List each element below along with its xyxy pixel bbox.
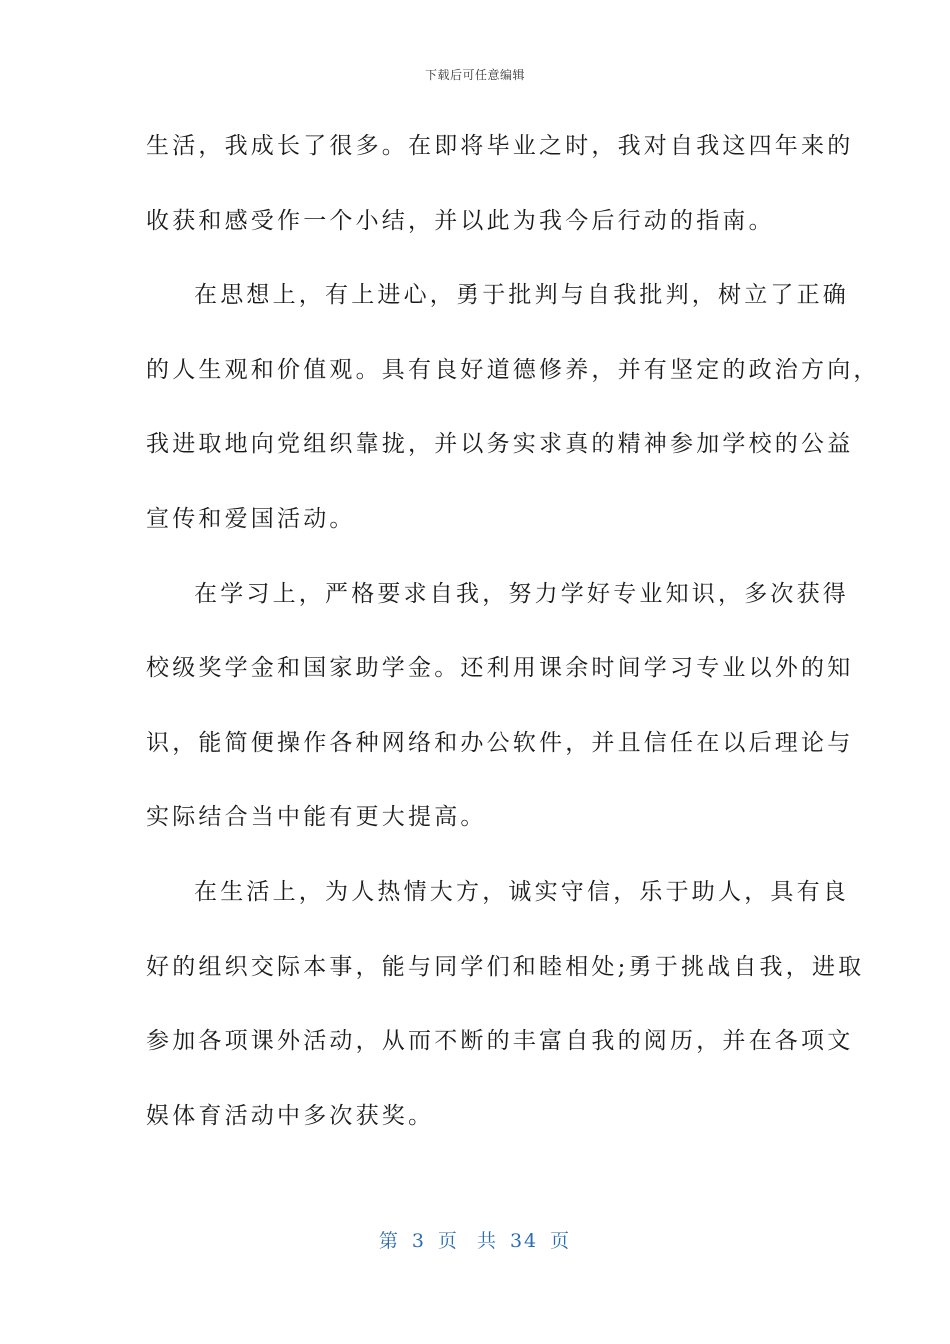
page-number-footer bbox=[0, 1226, 950, 1253]
footer-middle: 页 共 bbox=[437, 1230, 498, 1252]
paragraph-line: 好的组织交际本事，能与同学们和睦相处;勇于挑战自我，进取 bbox=[146, 953, 865, 980]
paragraph-line: 宣传和爱国活动。 bbox=[146, 505, 356, 532]
paragraph-line: 的人生观和价值观。具有良好道德修养，并有坚定的政治方向， bbox=[146, 356, 880, 383]
current-page-number: 3 bbox=[411, 1230, 426, 1252]
paragraph-line: 在生活上，为人热情大方，诚实守信，乐于助人，具有良 bbox=[194, 878, 849, 905]
total-pages-number: 34 bbox=[509, 1230, 539, 1252]
paragraph-line: 在学习上，严格要求自我，努力学好专业知识，多次获得 bbox=[194, 580, 849, 607]
paragraph-line: 在思想上，有上进心，勇于批判与自我批判，树立了正确 bbox=[194, 282, 849, 309]
paragraph-line: 生活，我成长了很多。在即将毕业之时，我对自我这四年来的 bbox=[146, 133, 854, 159]
paragraph-line: 参加各项课外活动，从而不断的丰富自我的阅历，并在各项文 bbox=[146, 1028, 854, 1055]
paragraph-line: 我进取地向党组织靠拢，并以务实求真的精神参加学校的公益 bbox=[146, 431, 854, 458]
paragraph-line: 实际结合当中能有更大提高。 bbox=[146, 804, 487, 831]
footer-prefix: 第 bbox=[378, 1230, 400, 1252]
download-note: 下载后可任意编辑 bbox=[424, 68, 525, 82]
paragraph-line: 识，能简便操作各种网络和办公软件，并且信任在以后理论与 bbox=[146, 729, 854, 756]
document-body bbox=[146, 128, 880, 1172]
paragraph-line: 娱体育活动中多次获奖。 bbox=[146, 1102, 435, 1129]
paragraph-line: 校级奖学金和国家助学金。还利用课余时间学习专业以外的知 bbox=[146, 655, 854, 682]
footer-suffix: 页 bbox=[550, 1230, 572, 1252]
paragraph-line: 收获和感受作一个小结，并以此为我今后行动的指南。 bbox=[146, 207, 775, 234]
